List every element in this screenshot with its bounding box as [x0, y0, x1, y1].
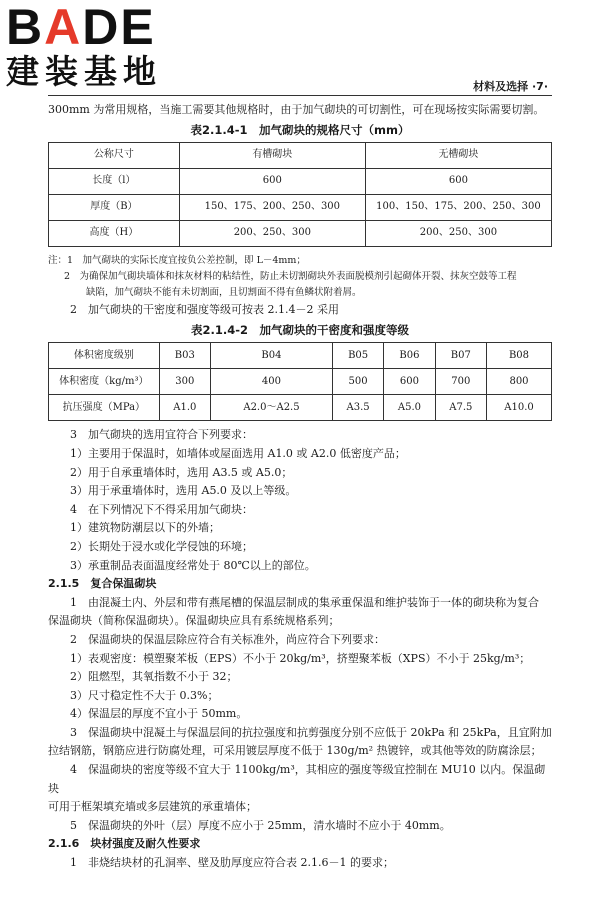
table-cell: 高度（H）: [49, 221, 180, 247]
list-item: 2）用于自承重墙体时，选用 A3.5 或 A5.0；: [70, 465, 293, 479]
table-cell: 150、175、200、250、300: [179, 195, 365, 221]
table-cell: 公称尺寸: [49, 143, 180, 169]
table-cell: 体积密度级别: [49, 343, 160, 369]
list-item: 3）尺寸稳定性不大于 0.3%；: [70, 688, 219, 702]
table-cell: 有槽砌块: [179, 143, 365, 169]
table-cell: 600: [179, 169, 365, 195]
intro-line: 300mm 为常用规格，当施工需要其他规格时，由于加气砌块的可切割性，可在现场按实际需要切割。: [48, 103, 545, 116]
table-cell: 抗压强度（MPa）: [49, 395, 160, 421]
table-cell: 600: [365, 169, 551, 195]
table-spec-sizes: [48, 142, 552, 247]
table-cell: 厚度（B）: [49, 195, 180, 221]
note-1: 注：1 加气砌块的实际长度宜按负公差控制，即 L－4mm；: [48, 255, 306, 267]
table-cell: 600: [384, 369, 435, 395]
table-cell: A10.0: [487, 395, 552, 421]
table-cell: 体积密度（kg/m³）: [49, 369, 160, 395]
table-cell: B05: [332, 343, 383, 369]
paragraph: 5 保温砌块的外叶（层）厚度不应小于 25mm，清水墙时不应小于 40mm。: [70, 818, 451, 832]
paragraph-cont: 保温砌块（简称保温砌块）。保温砌块应具有系统规格系列；: [48, 614, 340, 628]
paragraph: 2 加气砌块的干密度和强度等级可按表 2.1.4－2 采用: [70, 303, 339, 317]
table-cell: B03: [159, 343, 210, 369]
table-cell: 长度（l）: [49, 169, 180, 195]
logo-latin: BADE: [6, 0, 156, 55]
table-cell: 200、250、300: [179, 221, 365, 247]
table-row: [49, 369, 552, 395]
table2-caption: 表2.1.4-2 加气砌块的干密度和强度等级: [190, 322, 409, 337]
logo-chinese: 建装基地: [6, 52, 162, 91]
page-body: [48, 101, 552, 873]
section-heading: 2.1.6 块材强度及耐久性要求: [48, 837, 201, 851]
paragraph-cont: 拉结钢筋，钢筋应进行防腐处理，可采用镀层厚度不低于 130g/m² 热镀锌，或其他等效的防腐涂层；: [48, 744, 542, 758]
table-cell: 300: [159, 369, 210, 395]
list-item: 3）用于承重墙体时，选用 A5.0 及以上等级。: [70, 484, 297, 498]
table-cell: B06: [384, 343, 435, 369]
list-item: 2）长期处于浸水或化学侵蚀的环境；: [70, 539, 253, 553]
section-heading: 2.1.5 复合保温砌块: [48, 577, 157, 591]
note-2: 2 为确保加气砌块墙体和抹灰材料的粘结性，防止未切割砌块外表面脱模剂引起砌体开裂、抹灰空鼓等工程: [64, 271, 517, 283]
table-cell: A7.5: [435, 395, 486, 421]
table-cell: B04: [211, 343, 333, 369]
list-item: 1）表观密度：模塑聚苯板（EPS）不小于 20kg/m³，挤塑聚苯板（XPS）不小于 25kg/m³；: [70, 651, 531, 665]
paragraph-cont: 可用于框架填充墙或多层建筑的承重墙体；: [48, 800, 257, 814]
table-cell: A3.5: [332, 395, 383, 421]
table-cell: 无槽砌块: [365, 143, 551, 169]
table-cell: A5.0: [384, 395, 435, 421]
table-cell: 400: [211, 369, 333, 395]
paragraph: 4 保温砌块的密度等级不宜大于 1100kg/m³，其相应的强度等级宜控制在 MU10 以内。保温砌块: [48, 763, 546, 795]
table-row: [49, 195, 552, 221]
table-cell: A1.0: [159, 395, 210, 421]
table-cell: 800: [487, 369, 552, 395]
table-header-row: [49, 343, 552, 369]
table-row: [49, 169, 552, 195]
paragraph: 1 非烧结块材的孔洞率、壁及肋厚度应符合表 2.1.6－1 的要求；: [70, 856, 394, 870]
table-density-strength: [48, 342, 552, 421]
list-item: 4）保温层的厚度不宜小于 50mm。: [70, 707, 248, 721]
table-cell: 500: [332, 369, 383, 395]
running-head: 材料及选择 ·7·: [473, 80, 548, 93]
list-item: 1）主要用于保温时，如墙体或屋面选用 A1.0 或 A2.0 低密度产品；: [70, 446, 406, 460]
table-row: [49, 221, 552, 247]
table-cell: 200、250、300: [365, 221, 551, 247]
table-row: [49, 395, 552, 421]
list-item: 1）建筑物防潮层以下的外墙；: [70, 521, 220, 535]
table-cell: B08: [487, 343, 552, 369]
list-item: 3）承重制品表面温度经常处于 80℃以上的部位。: [70, 558, 316, 572]
paragraph: 3 保温砌块中混凝土与保温层间的抗拉强度和抗剪强度分别不应低于 20kPa 和 25kPa，且宜附加: [70, 725, 552, 739]
table-cell: B07: [435, 343, 486, 369]
list-item: 2）阻燃型，其氧指数不小于 32；: [70, 670, 238, 684]
header-rule: [48, 95, 552, 96]
note-2-cont: 缺陷，加气砌块不能有未切割面，且切割面不得有鱼鳞状附着屑。: [86, 287, 362, 299]
table1-caption: 表2.1.4-1 加气砌块的规格尺寸（mm）: [190, 122, 410, 137]
paragraph: 2 保温砌块的保温层除应符合有关标准外，尚应符合下列要求：: [70, 632, 385, 646]
brand-logo: [6, 2, 181, 98]
paragraph: 4 在下列情况下不得采用加气砌块：: [70, 502, 253, 516]
paragraph: 1 由混凝土内、外层和带有燕尾槽的保温层制成的集承重保温和维护装饰于一体的砌块称为复合: [70, 595, 539, 609]
paragraph: 3 加气砌块的选用宜符合下列要求：: [70, 428, 253, 442]
table-cell: 100、150、175、200、250、300: [365, 195, 551, 221]
table-cell: 700: [435, 369, 486, 395]
table-header-row: [49, 143, 552, 169]
table-notes: [48, 253, 552, 301]
table-cell: A2.0～A2.5: [211, 395, 333, 421]
